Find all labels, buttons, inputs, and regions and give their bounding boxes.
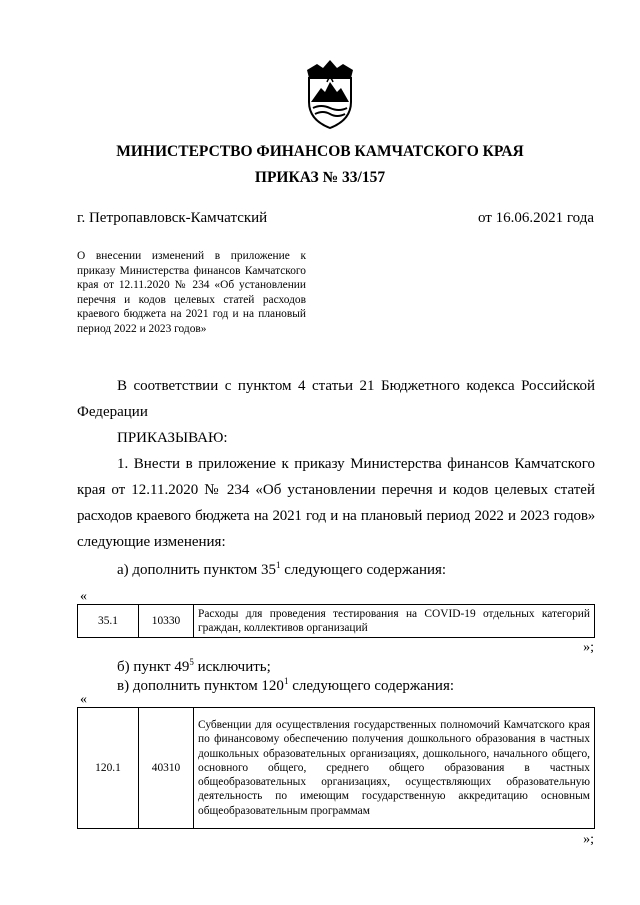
table-item-35-1 xyxy=(77,604,595,638)
order-date: от 16.06.2021 года xyxy=(478,210,594,226)
table-row xyxy=(78,708,595,829)
table-cell-text: Расходы для проведения тестирования на COVID-19 отдельных категорий граждан, коллективов организаций xyxy=(194,605,595,638)
quote-open: « xyxy=(80,692,87,707)
ministry-title: МИНИСТЕРСТВО ФИНАНСОВ КАМЧАТСКОГО КРАЯ xyxy=(116,143,524,160)
subitem-c: в) дополнить пунктом $120^1$ следующего содержания: xyxy=(117,676,455,694)
order-number: ПРИКАЗ № 33/157 xyxy=(254,169,386,186)
quote-close: »; xyxy=(583,832,594,847)
city: г. Петропавловск-Камчатский xyxy=(77,210,268,226)
table-row xyxy=(78,605,595,638)
table-cell-code: 10330 xyxy=(139,605,194,638)
quote-close: »; xyxy=(583,640,594,655)
coat-of-arms-icon xyxy=(301,58,359,130)
item-1-line: 1. Внести в приложение к приказу Министерства финансов Камчатского xyxy=(117,456,595,472)
item-1-line: следующие изменения: xyxy=(77,534,226,550)
preamble xyxy=(77,373,595,425)
table-item-120-1 xyxy=(77,707,595,829)
item-1 xyxy=(77,451,595,555)
order-word: ПРИКАЗЫВАЮ: xyxy=(117,430,228,446)
item-1-line: расходов краевого бюджета на 2021 год и на плановый период 2022 и 2023 годов» xyxy=(77,508,595,524)
preamble-line: Федерации xyxy=(77,404,148,420)
subitem-b: б) пункт $49^5$ исключить; xyxy=(117,657,271,675)
table-cell-number: 35.1 xyxy=(78,605,139,638)
item-1-line: края от 12.11.2020 № 234 «Об установлении перечня и кодов целевых статей xyxy=(77,482,595,498)
quote-open: « xyxy=(80,589,87,604)
subitem-a: а) дополнить пунктом $35^1$ следующего содержания: xyxy=(117,560,447,578)
preamble-line: В соответствии с пунктом 4 статьи 21 Бюджетного кодекса Российской xyxy=(117,378,595,394)
table-cell-code: 40310 xyxy=(139,708,194,829)
order-subject: О внесении изменений в приложение к приказу Министерства финансов Камчатского края от 12.11.2020 № 234 «Об установлении перечня и кодов целевых статей расходов краевого бюджета на 2021 год и на плановый период 2022 и 2023 годов» xyxy=(77,250,306,335)
table-cell-number: 120.1 xyxy=(78,708,139,829)
table-cell-text: Субвенции для осуществления государственных полномочий Камчатского края по финансовому обеспечению получения дошкольного образования в частных дошкольных образовательных организациях, дошкольного, начального общего, основного общего, среднего общего образования в частных общеобразовательных организациях, осуществляющих образовательную деятельность по имеющим государственную аккредитацию основным общеобразовательным программам xyxy=(194,708,595,829)
